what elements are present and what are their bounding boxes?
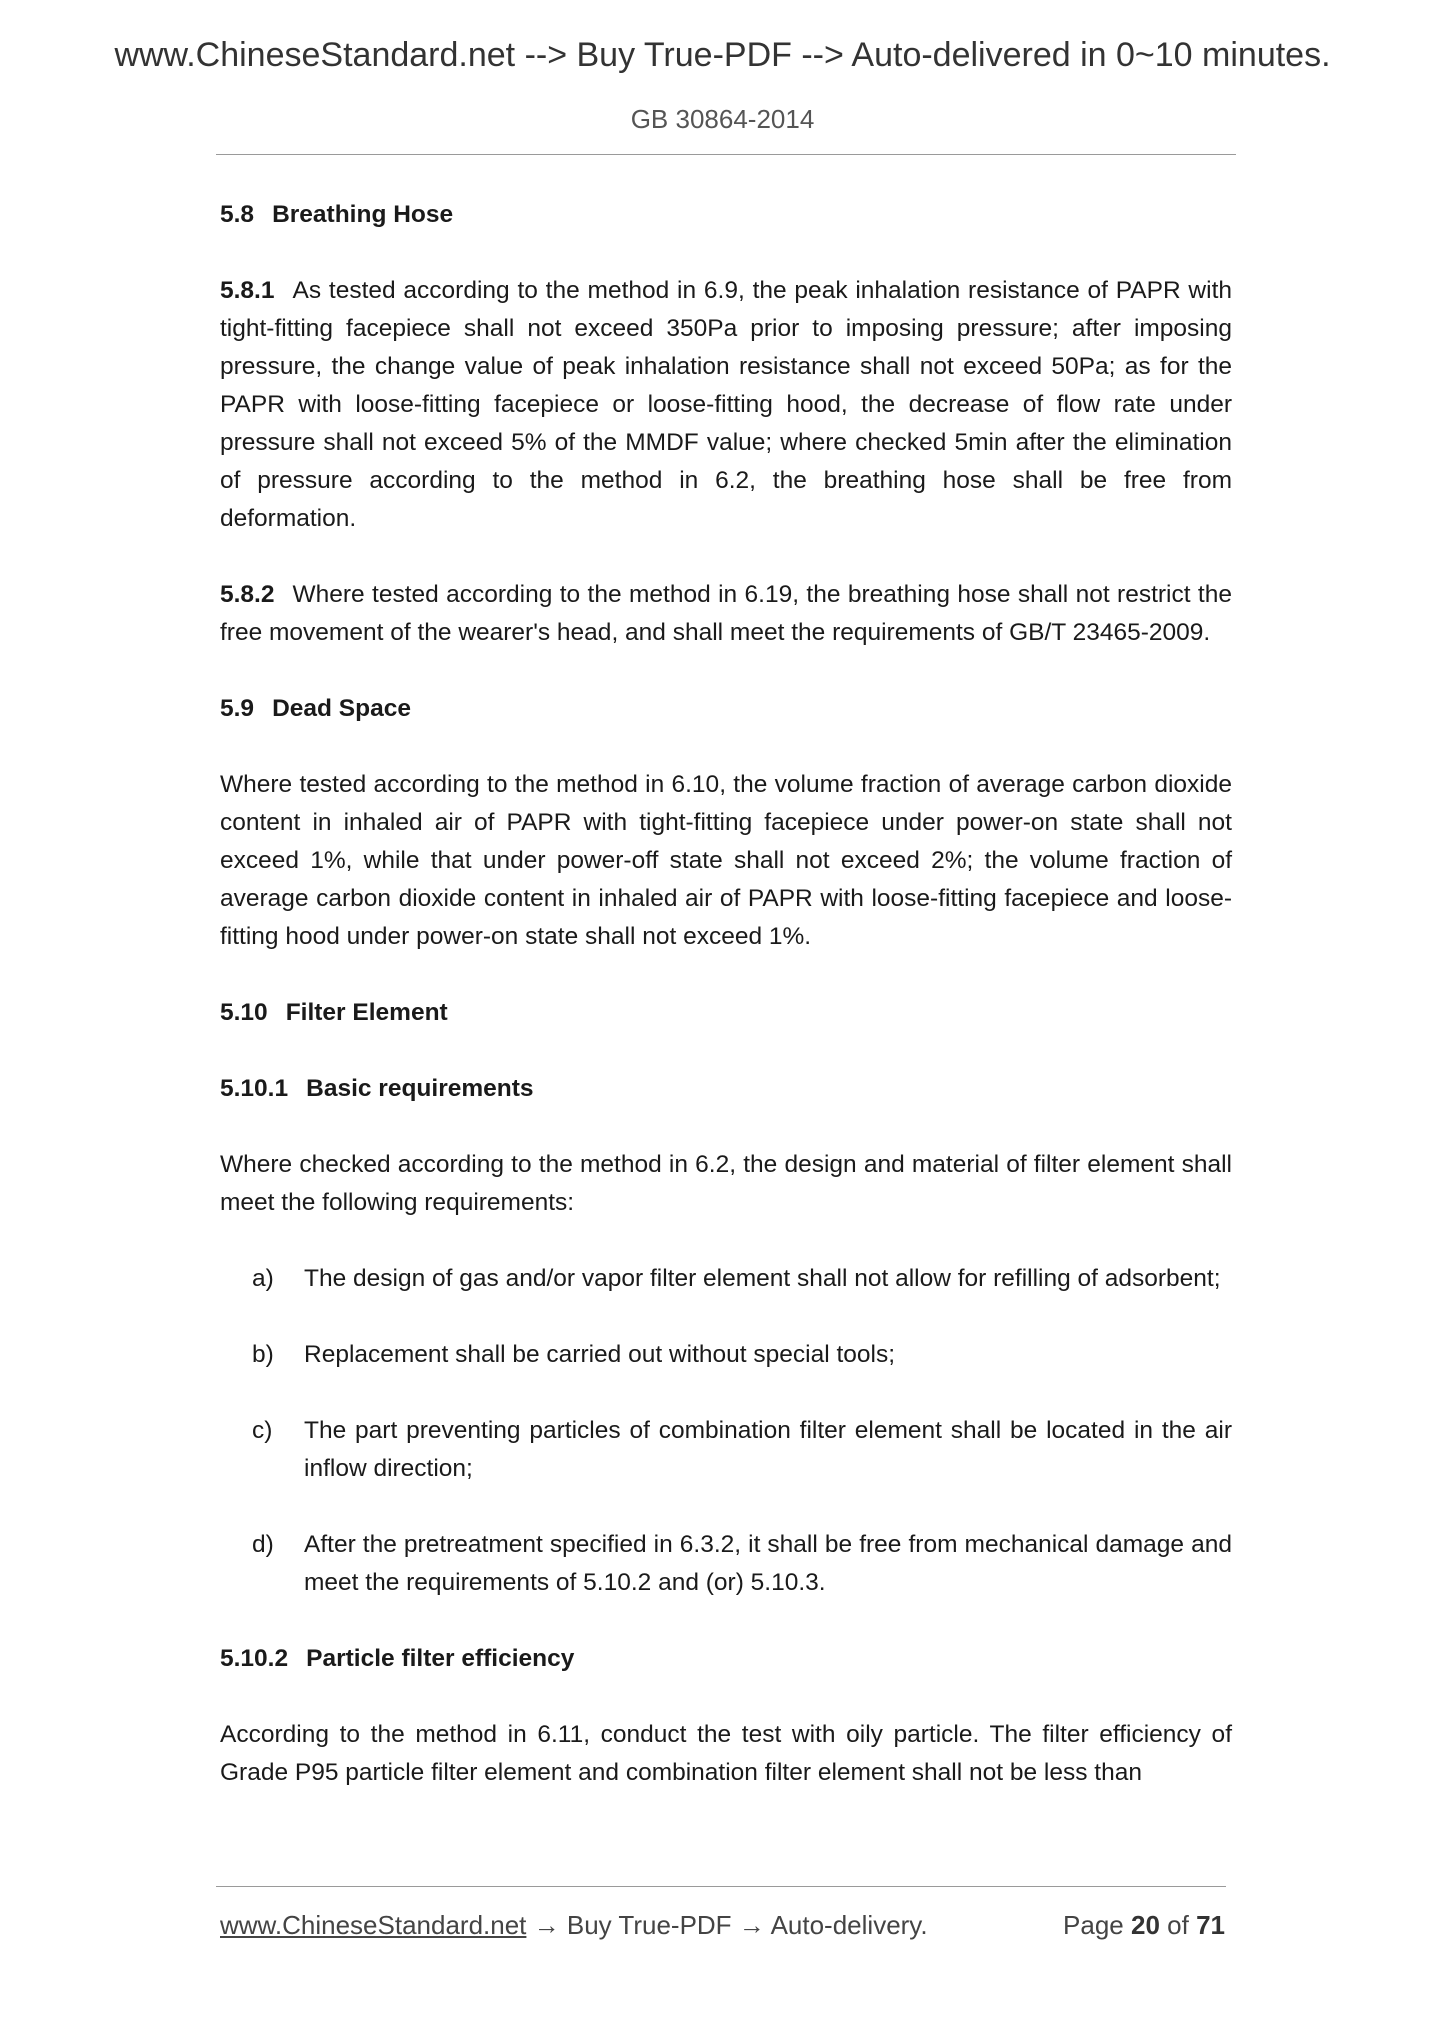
paragraph-dead-space: Where tested according to the method in 6.10, the volume fraction of average carbon dioxide content in inhaled air of PAPR with tight-fitting facepiece under power-on state shall not exceed 1%, while that under power-off state shall not exceed 2%; the volume fraction of average carbon dioxide content in inhaled air of PAPR with loose-fitting facepiece and loose-fitting hood under power-on state shall not exceed 1%. xyxy=(220,771,1232,950)
footer-tail: → Buy True-PDF → Auto-delivery. xyxy=(526,1910,928,1940)
list-item-d: d) After the pretreatment specified in 6.3.2, it shall be free from mechanical damage and meet the requirements of 5.10.2 and (or) 5.10.3. xyxy=(252,1531,1232,1596)
clause-5-8-2: 5.8.2 Where tested according to the method in 6.19, the breathing hose shall not restrict the free movement of the wearer's head, and shall meet the requirements of GB/T 23465-2009. xyxy=(220,581,1232,646)
page-number: 20 xyxy=(1131,1910,1160,1940)
list-item-a: a) The design of gas and/or vapor filter element shall not allow for refilling of adsorbent; xyxy=(252,1265,1221,1292)
paragraph-particle-filter: According to the method in 6.11, conduct the test with oily particle. The filter efficiency of Grade P95 particle filter element and combination filter element shall not be less than xyxy=(220,1721,1232,1786)
clause-5-8-1: 5.8.1 As tested according to the method in 6.9, the peak inhalation resistance of PAPR with tight-fitting facepiece shall not exceed 350Pa prior to imposing pressure; after imposing pressure, the change value of peak inhalation resistance shall not exceed 50Pa; as for the PAPR with loose-fitting facepiece or loose-fitting hood, the decrease of flow rate under pressure shall not exceed 5% of the MMDF value; where checked 5min after the elimination of pressure according to the method in 6.2, the breathing hose shall be free from deformation. xyxy=(220,277,1232,532)
page-indicator: Page 20 of 71 xyxy=(1063,1910,1225,1940)
list-item-c: c) The part preventing particles of combination filter element shall be located in the air inflow direction; xyxy=(252,1417,1232,1482)
standard-code: GB 30864-2014 xyxy=(630,104,815,134)
header-divider xyxy=(216,154,1236,155)
document-body xyxy=(220,196,1232,1792)
footer-link[interactable]: www.ChineseStandard.net xyxy=(220,1910,527,1940)
page-total: 71 xyxy=(1196,1910,1225,1940)
heading-5-10-2: 5.10.2 Particle filter efficiency xyxy=(220,1645,575,1672)
heading-5-9: 5.9 Dead Space xyxy=(220,695,411,722)
footer-source xyxy=(220,1910,928,1941)
paragraph-basic-requirements: Where checked according to the method in 6.2, the design and material of filter element shall meet the following requirements: xyxy=(220,1151,1232,1216)
heading-5-10-1: 5.10.1 Basic requirements xyxy=(220,1075,534,1102)
heading-5-10: 5.10 Filter Element xyxy=(220,999,448,1026)
source-banner: www.ChineseStandard.net --> Buy True-PDF --> Auto-delivered in 0~10 minutes. xyxy=(114,36,1331,74)
heading-5-8: 5.8 Breathing Hose xyxy=(220,201,454,228)
footer-divider xyxy=(216,1886,1226,1887)
page-footer xyxy=(220,1910,1225,1941)
list-item-b: b) Replacement shall be carried out without special tools; xyxy=(252,1341,896,1368)
